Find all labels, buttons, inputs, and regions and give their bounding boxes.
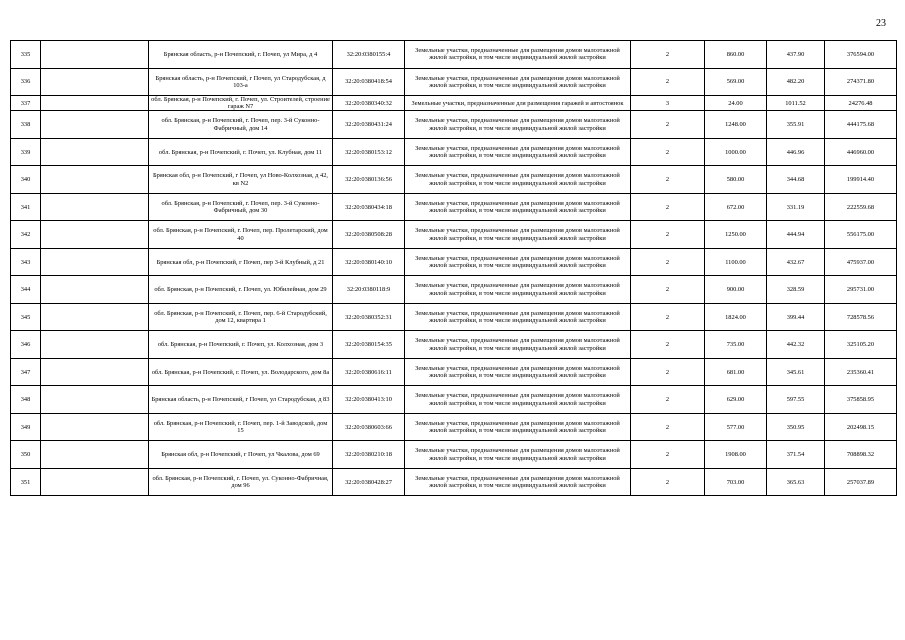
table-row <box>11 331 897 359</box>
cadastral-number-cell: 32:20:0380603:66 <box>333 413 405 441</box>
row-number-cell: 348 <box>11 386 41 414</box>
row-number-cell: 337 <box>11 96 41 111</box>
land-use-cell: Земельные участки, предназначенные для размещения домов малоэтажной жилой застройки, в том числе индивидуальной жилой застройки <box>405 276 631 304</box>
use-group-cell: 2 <box>631 248 705 276</box>
blank-cell <box>41 303 149 331</box>
land-use-cell: Земельные участки, предназначенные для размещения домов малоэтажной жилой застройки, в том числе индивидуальной жилой застройки <box>405 413 631 441</box>
use-group-cell: 2 <box>631 68 705 96</box>
specific-value-cell: 365.63 <box>767 468 825 496</box>
row-number-cell: 343 <box>11 248 41 276</box>
address-cell: Брянская обл, р-н Почепский, г Почеп, пер 3-й Клубный, д 21 <box>149 248 333 276</box>
land-use-cell: Земельные участки, предназначенные для размещения домов малоэтажной жилой застройки, в том числе индивидуальной жилой застройки <box>405 138 631 166</box>
cadastral-number-cell: 32:20:0380136:56 <box>333 166 405 194</box>
blank-cell <box>41 468 149 496</box>
blank-cell <box>41 386 149 414</box>
area-cell: 1000.00 <box>705 138 767 166</box>
area-cell: 580.00 <box>705 166 767 194</box>
specific-value-cell: 432.67 <box>767 248 825 276</box>
land-use-cell: Земельные участки, предназначенные для размещения домов малоэтажной жилой застройки, в том числе индивидуальной жилой застройки <box>405 441 631 469</box>
cadastral-value-cell: 222559.68 <box>825 193 897 221</box>
land-use-cell: Земельные участки, предназначенные для размещения домов малоэтажной жилой застройки, в том числе индивидуальной жилой застройки <box>405 303 631 331</box>
cadastral-number-cell: 32:20:0380210:18 <box>333 441 405 469</box>
use-group-cell: 2 <box>631 111 705 139</box>
use-group-cell: 2 <box>631 358 705 386</box>
cadastral-number-cell: 32:20:0380140:10 <box>333 248 405 276</box>
table-row <box>11 248 897 276</box>
specific-value-cell: 437.90 <box>767 41 825 69</box>
row-number-cell: 341 <box>11 193 41 221</box>
blank-cell <box>41 166 149 194</box>
land-use-cell: Земельные участки, предназначенные для размещения домов малоэтажной жилой застройки, в том числе индивидуальной жилой застройки <box>405 41 631 69</box>
row-number-cell: 351 <box>11 468 41 496</box>
address-cell: Брянская область, р-н Почепский, г Почеп, ул Стародубская, д 103-а <box>149 68 333 96</box>
row-number-cell: 344 <box>11 276 41 304</box>
specific-value-cell: 331.19 <box>767 193 825 221</box>
land-use-cell: Земельные участки, предназначенные для размещения домов малоэтажной жилой застройки, в том числе индивидуальной жилой застройки <box>405 166 631 194</box>
row-number-cell: 340 <box>11 166 41 194</box>
cadastral-value-table <box>10 40 897 496</box>
land-use-cell: Земельные участки, предназначенные для размещения домов малоэтажной жилой застройки, в том числе индивидуальной жилой застройки <box>405 468 631 496</box>
table-row <box>11 68 897 96</box>
table-row <box>11 111 897 139</box>
table-row <box>11 386 897 414</box>
row-number-cell: 336 <box>11 68 41 96</box>
blank-cell <box>41 358 149 386</box>
use-group-cell: 2 <box>631 276 705 304</box>
cadastral-value-cell: 295731.00 <box>825 276 897 304</box>
blank-cell <box>41 441 149 469</box>
use-group-cell: 2 <box>631 468 705 496</box>
cadastral-number-cell: 32:20:0380616:11 <box>333 358 405 386</box>
address-cell: обл. Брянская, р-н Почепский, г. Почеп, ул. Колхозная, дом 3 <box>149 331 333 359</box>
land-use-cell: Земельные участки, предназначенные для размещения гаражей и автостоянок <box>405 96 631 111</box>
blank-cell <box>41 138 149 166</box>
specific-value-cell: 482.20 <box>767 68 825 96</box>
cadastral-number-cell: 32:20:0380118:9 <box>333 276 405 304</box>
specific-value-cell: 399.44 <box>767 303 825 331</box>
row-number-cell: 335 <box>11 41 41 69</box>
area-cell: 703.00 <box>705 468 767 496</box>
cadastral-number-cell: 32:20:0380431:24 <box>333 111 405 139</box>
blank-cell <box>41 193 149 221</box>
specific-value-cell: 371.54 <box>767 441 825 469</box>
table-row <box>11 166 897 194</box>
land-use-cell: Земельные участки, предназначенные для размещения домов малоэтажной жилой застройки, в том числе индивидуальной жилой застройки <box>405 111 631 139</box>
address-cell: обл. Брянская, р-н Почепский, г. Почеп, пер. 6-й Стародубский, дом 12, квартира 1 <box>149 303 333 331</box>
specific-value-cell: 345.61 <box>767 358 825 386</box>
area-cell: 629.00 <box>705 386 767 414</box>
area-cell: 24.00 <box>705 96 767 111</box>
cadastral-number-cell: 32:20:0380352:31 <box>333 303 405 331</box>
cadastral-value-cell: 24276.48 <box>825 96 897 111</box>
cadastral-value-cell: 235360.41 <box>825 358 897 386</box>
area-cell: 1250.00 <box>705 221 767 249</box>
table-row <box>11 193 897 221</box>
table-row <box>11 276 897 304</box>
cadastral-value-cell: 446960.00 <box>825 138 897 166</box>
address-cell: обл. Брянская, р-н Почепский, г. Почеп, пер. 3-й Суконно-Фабричный, дом 30 <box>149 193 333 221</box>
address-cell: обл. Брянская, р-н Почепский, г. Почеп, пер. Пролетарский, дом 40 <box>149 221 333 249</box>
cadastral-value-cell: 257037.89 <box>825 468 897 496</box>
cadastral-number-cell: 32:20:0380428:27 <box>333 468 405 496</box>
area-cell: 1248.00 <box>705 111 767 139</box>
land-use-cell: Земельные участки, предназначенные для размещения домов малоэтажной жилой застройки, в том числе индивидуальной жилой застройки <box>405 221 631 249</box>
address-cell: Брянская область, р-н Почепский, г. Почеп, ул Мира, д 4 <box>149 41 333 69</box>
cadastral-value-cell: 325105.20 <box>825 331 897 359</box>
area-cell: 1824.00 <box>705 303 767 331</box>
blank-cell <box>41 331 149 359</box>
specific-value-cell: 344.68 <box>767 166 825 194</box>
address-cell: обл. Брянская, р-н Почепский, г. Почеп, ул. Клубная, дом 11 <box>149 138 333 166</box>
blank-cell <box>41 248 149 276</box>
cadastral-number-cell: 32:20:0380154:35 <box>333 331 405 359</box>
cadastral-number-cell: 32:20:0380413:10 <box>333 386 405 414</box>
cadastral-value-cell: 202498.15 <box>825 413 897 441</box>
cadastral-value-cell: 556175.00 <box>825 221 897 249</box>
area-cell: 860.00 <box>705 41 767 69</box>
cadastral-value-cell: 199914.40 <box>825 166 897 194</box>
row-number-cell: 338 <box>11 111 41 139</box>
area-cell: 1100.00 <box>705 248 767 276</box>
use-group-cell: 2 <box>631 41 705 69</box>
address-cell: обл. Брянская, р-н Почепский, г. Почеп, пер. 1-й Заводской, дом 15 <box>149 413 333 441</box>
cadastral-number-cell: 32:20:0380340:32 <box>333 96 405 111</box>
row-number-cell: 349 <box>11 413 41 441</box>
blank-cell <box>41 96 149 111</box>
cadastral-value-cell: 375858.95 <box>825 386 897 414</box>
use-group-cell: 2 <box>631 193 705 221</box>
use-group-cell: 2 <box>631 413 705 441</box>
use-group-cell: 2 <box>631 386 705 414</box>
area-cell: 735.00 <box>705 331 767 359</box>
blank-cell <box>41 276 149 304</box>
row-number-cell: 342 <box>11 221 41 249</box>
address-cell: обл. Брянская, р-н Почепский, г. Почеп, пер. 3-й Суконно-Фабричный, дом 14 <box>149 111 333 139</box>
blank-cell <box>41 413 149 441</box>
address-cell: обл. Брянская, р-н Почепский, г. Почеп, ул. Строителей, строение гараж N7 <box>149 96 333 111</box>
cadastral-number-cell: 32:20:0380155:4 <box>333 41 405 69</box>
row-number-cell: 339 <box>11 138 41 166</box>
area-cell: 1908.00 <box>705 441 767 469</box>
row-number-cell: 345 <box>11 303 41 331</box>
land-use-cell: Земельные участки, предназначенные для размещения домов малоэтажной жилой застройки, в том числе индивидуальной жилой застройки <box>405 331 631 359</box>
area-cell: 569.00 <box>705 68 767 96</box>
specific-value-cell: 444.94 <box>767 221 825 249</box>
address-cell: обл. Брянская, р-н Почепский, г. Почеп, ул. Суконно-Фабричная, дом 96 <box>149 468 333 496</box>
cadastral-value-cell: 376594.00 <box>825 41 897 69</box>
table-body <box>11 41 897 496</box>
cadastral-number-cell: 32:20:0380153:12 <box>333 138 405 166</box>
use-group-cell: 2 <box>631 441 705 469</box>
table-row <box>11 221 897 249</box>
blank-cell <box>41 221 149 249</box>
area-cell: 681.00 <box>705 358 767 386</box>
address-cell: обл. Брянская, р-н Почепский, г. Почеп, ул. Володарского, дом 8а <box>149 358 333 386</box>
land-use-cell: Земельные участки, предназначенные для размещения домов малоэтажной жилой застройки, в том числе индивидуальной жилой застройки <box>405 248 631 276</box>
cadastral-number-cell: 32:20:0380434:18 <box>333 193 405 221</box>
specific-value-cell: 597.55 <box>767 386 825 414</box>
specific-value-cell: 446.96 <box>767 138 825 166</box>
blank-cell <box>41 68 149 96</box>
land-use-cell: Земельные участки, предназначенные для размещения домов малоэтажной жилой застройки, в том числе индивидуальной жилой застройки <box>405 386 631 414</box>
table-row <box>11 358 897 386</box>
specific-value-cell: 1011.52 <box>767 96 825 111</box>
address-cell: обл. Брянская, р-н Почепский, г. Почеп, ул. Юбилейная, дом 29 <box>149 276 333 304</box>
use-group-cell: 2 <box>631 221 705 249</box>
table-row <box>11 41 897 69</box>
specific-value-cell: 355.91 <box>767 111 825 139</box>
use-group-cell: 2 <box>631 331 705 359</box>
area-cell: 672.00 <box>705 193 767 221</box>
cadastral-value-cell: 274371.80 <box>825 68 897 96</box>
cadastral-number-cell: 32:20:0380418:54 <box>333 68 405 96</box>
address-cell: Брянская обл, р-н Почепский, г Почеп, ул Ново-Колхозная, д 42, кв N2 <box>149 166 333 194</box>
specific-value-cell: 350.95 <box>767 413 825 441</box>
area-cell: 577.00 <box>705 413 767 441</box>
cadastral-value-cell: 444175.68 <box>825 111 897 139</box>
table-row <box>11 468 897 496</box>
page-number: 23 <box>876 18 886 29</box>
use-group-cell: 3 <box>631 96 705 111</box>
use-group-cell: 2 <box>631 166 705 194</box>
row-number-cell: 350 <box>11 441 41 469</box>
area-cell: 900.00 <box>705 276 767 304</box>
specific-value-cell: 442.32 <box>767 331 825 359</box>
table-row <box>11 441 897 469</box>
specific-value-cell: 328.59 <box>767 276 825 304</box>
use-group-cell: 2 <box>631 303 705 331</box>
table-row <box>11 413 897 441</box>
blank-cell <box>41 41 149 69</box>
table-row <box>11 96 897 111</box>
address-cell: Брянская область, р-н Почепский, г Почеп, ул Стародубская, д 83 <box>149 386 333 414</box>
table-row <box>11 303 897 331</box>
row-number-cell: 347 <box>11 358 41 386</box>
cadastral-value-cell: 708898.32 <box>825 441 897 469</box>
address-cell: Брянская обл, р-н Почепский, г Почеп, ул Чкалова, дом 69 <box>149 441 333 469</box>
table-row <box>11 138 897 166</box>
row-number-cell: 346 <box>11 331 41 359</box>
land-use-cell: Земельные участки, предназначенные для размещения домов малоэтажной жилой застройки, в том числе индивидуальной жилой застройки <box>405 193 631 221</box>
use-group-cell: 2 <box>631 138 705 166</box>
land-use-cell: Земельные участки, предназначенные для размещения домов малоэтажной жилой застройки, в том числе индивидуальной жилой застройки <box>405 68 631 96</box>
blank-cell <box>41 111 149 139</box>
cadastral-value-cell: 475937.00 <box>825 248 897 276</box>
cadastral-value-cell: 728578.56 <box>825 303 897 331</box>
cadastral-number-cell: 32:20:0380508:28 <box>333 221 405 249</box>
land-use-cell: Земельные участки, предназначенные для размещения домов малоэтажной жилой застройки, в том числе индивидуальной жилой застройки <box>405 358 631 386</box>
